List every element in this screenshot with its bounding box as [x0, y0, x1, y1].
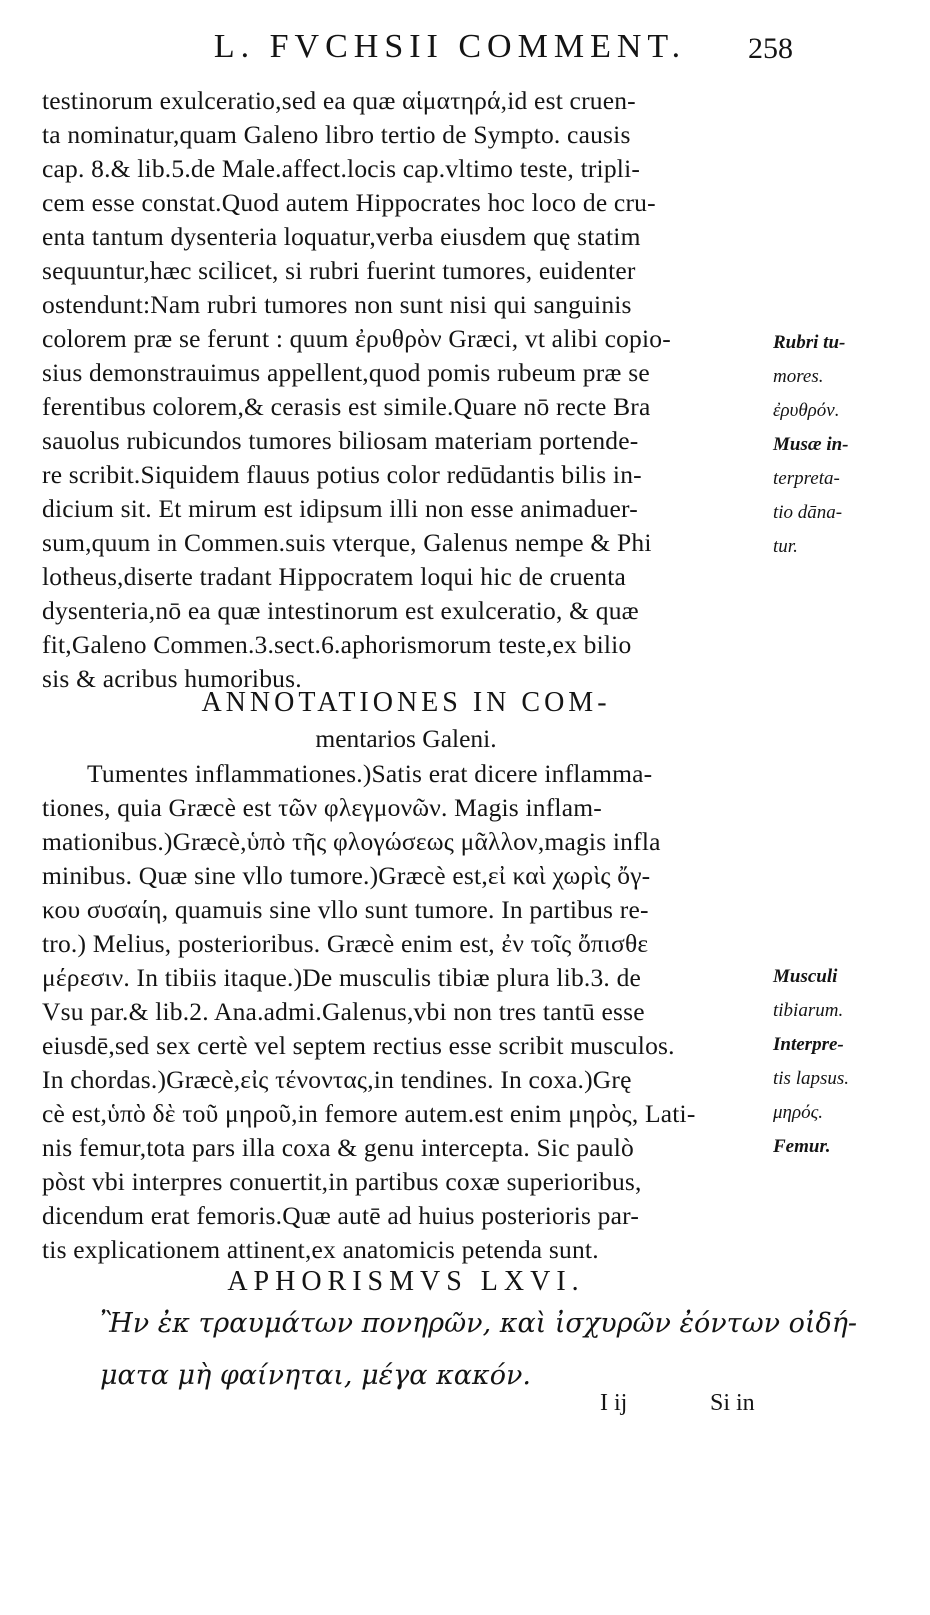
catchword: Si in [710, 1390, 755, 1416]
text-line: sum,quum in Commen.suis vterque, Galenus nempe & Phi [42, 528, 652, 557]
text-line: dicium sit. Et mirum est idipsum illi non esse animaduer- [42, 494, 638, 523]
text-line: dysenteria,nō ea quæ intestinorum est exulceratio, & quæ [42, 596, 639, 625]
margin-note-line: Musæ in- [773, 434, 849, 455]
text-line: sis & acribus humoribus. [42, 664, 302, 693]
margin-note-line: Musculi [773, 966, 838, 987]
text-line: ta nominatur,quam Galeno libro tertio de Sympto. causis [42, 120, 631, 149]
text-line: tiones, quia Græcè est τῶν φλεγμονῶν. Magis inflam- [42, 793, 602, 822]
annotations-paragraph [42, 757, 770, 1267]
text-line: testinorum exulceratio,sed ea quæ αἱματηρά,id est cruen- [42, 86, 636, 115]
margin-note-line: tis lapsus. [773, 1068, 850, 1089]
margin-note-line: Rubri tu- [773, 332, 846, 353]
text-line: sequuntur,hæc scilicet, si rubri fuerint tumores, euidenter [42, 256, 636, 285]
margin-note-line: μηρός. [773, 1102, 824, 1123]
text-line: tis explicationem attinent,ex anatomicis petenda sunt. [42, 1235, 599, 1264]
margin-note-rubri-tumores [773, 326, 923, 564]
text-line: lotheus,diserte tradant Hippocratem loqui hic de cruenta [42, 562, 627, 591]
text-line: pòst vbi interpres conuertit,in partibus coxæ superioribus, [42, 1167, 642, 1196]
text-line: Tumentes inflammationes.)Satis erat dicere inflamma- [87, 759, 653, 788]
text-line: In chordas.)Græcè,εἰς τένοντας,in tendines. In coxa.)Grę [42, 1065, 632, 1094]
text-line: minibus. Quæ sine vllo tumore.)Græcè est,εἰ καὶ χωρὶς ὄγ- [42, 861, 651, 890]
text-line: tro.) Melius, posterioribus. Græcè enim est, ἐν τοῖς ὄπισθε [42, 929, 649, 958]
text-line: dicendum erat femoris.Quæ autē ad huius posterioris par- [42, 1201, 640, 1230]
margin-note-line: tur. [773, 536, 798, 557]
text-line: colorem præ se ferunt : quum ἐρυθρὸν Græci, vt alibi copio- [42, 324, 671, 353]
text-line: μέρεσιν. In tibiis itaque.)De musculis tibiæ plura lib.3. de [42, 963, 642, 992]
text-line: κου συσαίη, quamuis sine vllo sunt tumore. In partibus re- [42, 895, 649, 924]
margin-note-line: tibiarum. [773, 1000, 844, 1021]
greek-line: ματα μὴ φαίνηται, μέγα κακόν. [100, 1360, 531, 1391]
text-line: enta tantum dysenteria loquatur,verba eiusdem quę statim [42, 222, 641, 251]
greek-line: Ἢν ἐκ τραυμάτων πονηρῶν, καὶ ἰσχυρῶν ἐόντων οἰδή- [100, 1308, 858, 1339]
text-line: eiusdē,sed sex certè vel septem rectius esse scribit musculos. [42, 1031, 675, 1060]
margin-note-line: terpreta- [773, 468, 840, 489]
page-number: 258 [748, 32, 793, 65]
text-line: re scribit.Siquidem flauus potius color redūdantis bilis in- [42, 460, 642, 489]
text-line: ostendunt:Nam rubri tumores non sunt nisi qui sanguinis [42, 290, 632, 319]
signature-mark: I ij [600, 1390, 628, 1416]
annotations-heading: ANNOTATIONES IN COM- [201, 687, 611, 718]
margin-note-line: ἐρυθρόν. [773, 400, 840, 421]
text-line: ferentibus colorem,& cerasis est simile.Quare nō recte Bra [42, 392, 651, 421]
running-head: L. FVCHSII COMMENT. [213, 28, 687, 65]
text-line: Vsu par.& lib.2. Ana.admi.Galenus,vbi non tres tantū esse [42, 997, 645, 1026]
commentary-paragraph [42, 84, 770, 696]
text-line: mationibus.)Græcè,ὑπὸ τῆς φλογώσεως μᾶλλον,magis infla [42, 827, 661, 856]
text-line: sauolus rubicundos tumores biliosam materiam portende- [42, 426, 639, 455]
annotations-subheading: mentarios Galeni. [315, 724, 497, 753]
margin-note-musculi [773, 960, 923, 1164]
margin-note-line: mores. [773, 366, 824, 387]
text-line: cem esse constat.Quod autem Hippocrates hoc loco de cru- [42, 188, 656, 217]
text-line: cap. 8.& lib.5.de Male.affect.locis cap.vltimo teste, tripli- [42, 154, 641, 183]
text-line: sius demonstrauimus appellent,quod pomis rubeum præ se [42, 358, 650, 387]
text-line: fit,Galeno Commen.3.sect.6.aphorismorum teste,ex bilio [42, 630, 632, 659]
text-line: nis femur,tota pars illa coxa & genu intercepta. Sic paulò [42, 1133, 634, 1162]
margin-note-line: tio dāna- [773, 502, 843, 523]
aphorism-greek-text [100, 1298, 858, 1402]
text-line: cè est,ὑπὸ δὲ τοῦ μηροῦ,in femore autem.est enim μηρὸς, Lati- [42, 1099, 696, 1128]
margin-note-line: Interpre- [773, 1034, 844, 1055]
aphorism-heading: APHORISMVS LXVI. [227, 1266, 585, 1297]
margin-note-line: Femur. [773, 1136, 831, 1157]
